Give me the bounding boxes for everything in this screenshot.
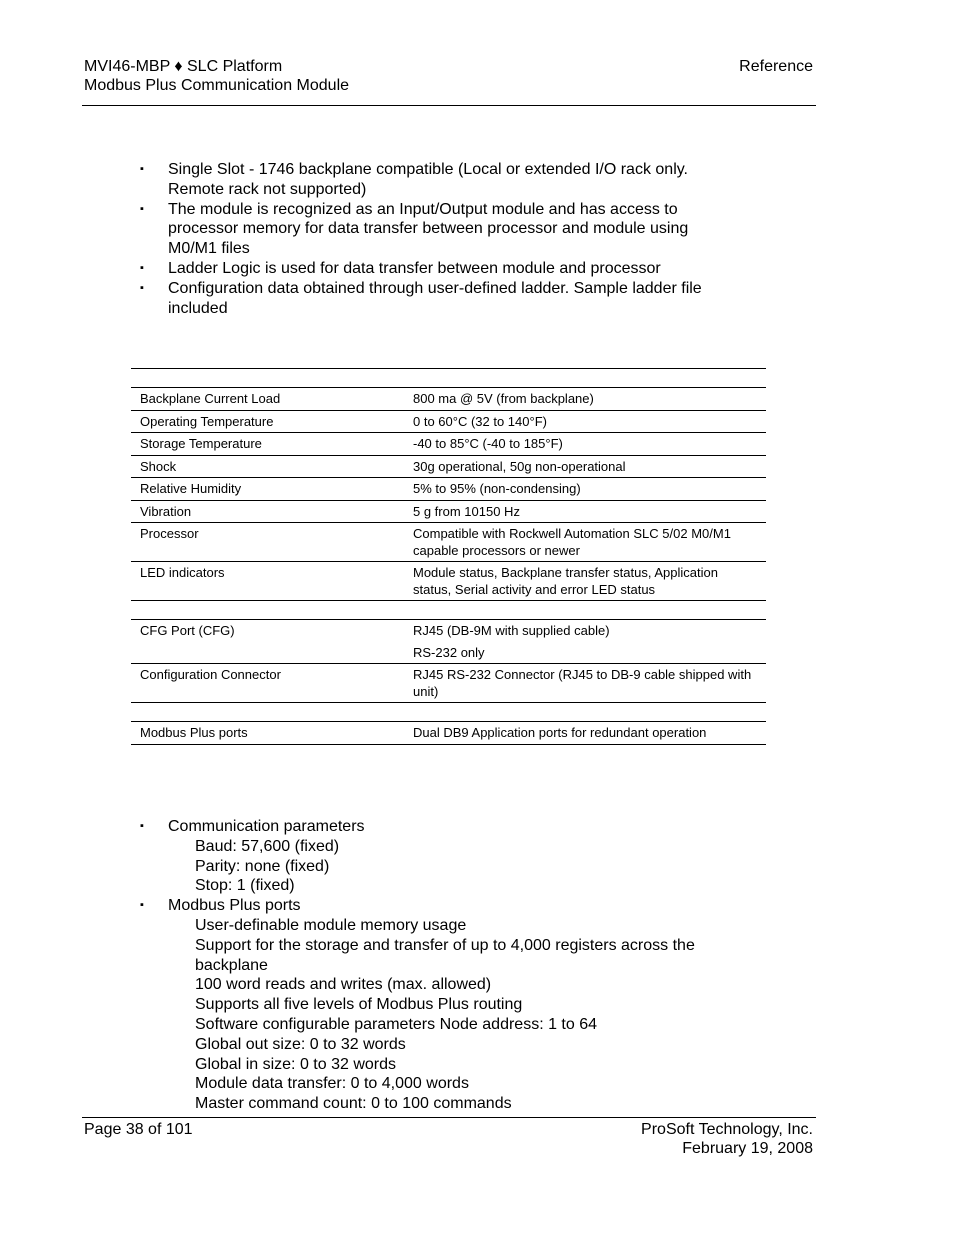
table-row: Backplane Current Load 800 ma @ 5V (from backplane)	[131, 388, 766, 411]
bullet-icon: ▪	[140, 261, 144, 274]
bullet-icon: ▪	[140, 163, 144, 175]
list-item: ▪ Single Slot - 1746 backplane compatible (Local or extended I/O rack only. Remote rack not supported)	[140, 161, 688, 198]
table-row: CFG Port (CFG) RJ45 (DB-9M with supplied cable)	[140, 623, 610, 638]
protocol-list	[140, 817, 740, 1114]
page-number: Page 38 of 101	[84, 1121, 193, 1138]
table-row: Processor Compatible with Rockwell Automation SLC 5/02 M0/M1 capable processors or newer	[131, 523, 766, 562]
section-row	[131, 703, 766, 722]
list-item: ▪ Ladder Logic is used for data transfer between module and processor	[140, 259, 661, 277]
table-row: Modbus Plus ports Dual DB9 Application ports for redundant operation	[131, 722, 766, 745]
table-row: Vibration 5 g from 10150 Hz	[131, 500, 766, 523]
list-item: ▪ The module is recognized as an Input/Output module and has access to processor memory for data transfer between processor and module using M0/M1 files	[140, 200, 689, 258]
page-header-left	[84, 57, 349, 95]
bullet-icon: ▪	[140, 281, 144, 294]
document-subtitle: Modbus Plus Communication Module	[84, 77, 350, 94]
table-row: LED indicators Module status, Backplane transfer status, Application status, Serial activity and error LED status	[131, 562, 766, 601]
company-name: ProSoft Technology, Inc.	[641, 1121, 813, 1138]
bullet-icon: ▪	[140, 820, 144, 832]
header-rule	[82, 105, 816, 106]
table-row: Configuration Connector RJ45 RS-232 Connector (RJ45 to DB-9 cable shipped with unit)	[131, 664, 766, 703]
table-row: Shock 30g operational, 50g non-operational	[131, 455, 766, 478]
bullet-icon: ▪	[140, 202, 144, 215]
table-row: Relative Humidity 5% to 95% (non-condensing)	[131, 478, 766, 501]
list-item: ▪ Configuration data obtained through user-defined ladder. Sample ladder file included	[140, 279, 702, 317]
section-row	[131, 601, 766, 620]
hardware-specifications-table	[131, 368, 766, 745]
page-footer-right	[641, 1120, 813, 1158]
protocol-heading: Communication parameters	[168, 818, 365, 835]
table-row: RS-232 only	[131, 642, 766, 664]
table-row: Operating Temperature 0 to 60°C (32 to 140°F)	[131, 410, 766, 433]
feature-list	[140, 160, 740, 318]
document-date: February 19, 2008	[682, 1140, 813, 1157]
table-header-row	[131, 369, 766, 388]
bullet-icon: ▪	[140, 899, 144, 912]
product-line: MVI46-MBP ♦ SLC Platform	[84, 58, 283, 75]
table-row: Storage Temperature -40 to 85°C (-40 to 185°F)	[131, 433, 766, 456]
footer-rule	[82, 1117, 816, 1118]
list-item: ▪ Communication parameters Baud: 57,600 (fixed) Parity: none (fixed) Stop: 1 (fixed)	[140, 817, 740, 896]
section-name: Reference	[739, 58, 813, 75]
protocol-heading: Modbus Plus ports	[168, 897, 301, 915]
list-item: ▪ Modbus Plus ports User-definable module memory usage Support for the storage and transfer of up to 4,000 registers across the backplane 100 word reads and writes (max. allowed) Supports all five levels of Modbus Plus routing Software configurable parameters Node address: 1 to 64 Global out size: 0 to 32 words Global in size: 0 to 32 words Module data transfer: 0 to 4,000 words Master command count: 0 to 100 commands	[140, 896, 740, 1114]
